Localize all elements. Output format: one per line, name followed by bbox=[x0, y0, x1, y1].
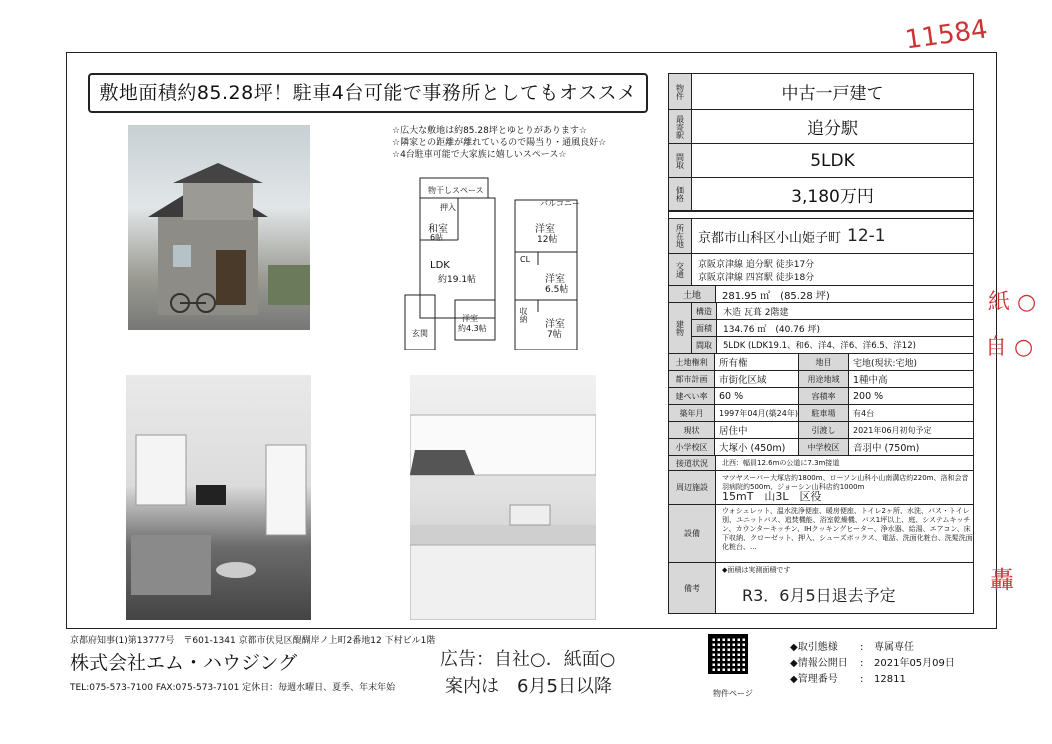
plan-label-yoshitsu-12: 洋室 bbox=[535, 224, 555, 235]
label-madori2: 間取 bbox=[692, 337, 717, 353]
meta-value-tori: 専属専任 bbox=[874, 642, 914, 653]
value-jhs: 音羽中 (750m) bbox=[853, 443, 920, 454]
file-number-handwritten: 11584 bbox=[903, 14, 990, 56]
value-madori: 5LDK bbox=[810, 150, 855, 171]
selling-point: ☆4台駐車可能で大家族に嬉しいスペース☆ bbox=[392, 150, 567, 160]
label-jhs: 中学校区 bbox=[799, 439, 849, 455]
value-madori2: 5LDK (LDK19.1、和6、洋4、洋6、洋6.5、洋12) bbox=[723, 341, 916, 351]
row-biko bbox=[669, 563, 973, 613]
value-address bbox=[692, 219, 973, 253]
meta-sep: : bbox=[860, 674, 864, 685]
row-school bbox=[669, 439, 973, 456]
value-hikiwatashi: 2021年06月初旬予定 bbox=[853, 425, 932, 435]
plan-label-yoshitsu-4-size: 約4.3帖 bbox=[458, 324, 487, 333]
label-chikunen: 築年月 bbox=[669, 405, 715, 421]
plan-label-washitsu: 和室 bbox=[428, 224, 448, 235]
meta-value-update: 2021年05月09日 bbox=[874, 658, 955, 669]
row-land bbox=[669, 286, 973, 303]
meta-row-update bbox=[790, 656, 955, 672]
meta-label-tori: ◆取引態様 bbox=[790, 642, 838, 653]
biko-handwritten: R3．6月5日退去予定 bbox=[742, 586, 896, 605]
selling-point: ☆隣家との距離が離れているので陽当り・通風良好☆ bbox=[392, 138, 607, 148]
row-bukken bbox=[669, 74, 973, 110]
meta-row-tori bbox=[790, 640, 955, 656]
meta-row-kanri bbox=[790, 672, 955, 688]
company-license: 京都府知事(1)第13777号 〒601-1341 京都市伏見区醍醐岸ノ上町2番地12 下村ビル1階 bbox=[70, 636, 436, 646]
shuhen-handwritten: 15mT 山3L 区役 bbox=[722, 490, 822, 503]
plan-label-genkan: 玄関 bbox=[412, 329, 428, 338]
value-yoto: 1種中高 bbox=[853, 375, 888, 386]
shuhen-text: マツヤスーパー大塚店約1800m、ローソン山科小山南溝店約220m、洛和会音羽病院約500m、ジョーシン山科店約1000m bbox=[722, 474, 969, 491]
value-setsubi: ウォシュレット、温水洗浄便座、暖房便座、トイレ2ヶ所、水洗、バス・トイレ別、ユニットバス、追焚機能、浴室乾燥機、バス1坪以上、庭、システムキッチン、カウンターキッチン、IHクッキングヒーター、浄水器、給湯、エアコン、床下収納、クローゼット、押入、シューズボックス、電話、洗面化粧台、洗髪洗面化粧台、... bbox=[722, 507, 973, 551]
qr-caption: 物件ページ bbox=[713, 689, 753, 698]
plan-label-yoshitsu-65-size: 6.5帖 bbox=[545, 285, 569, 295]
label-access: 交通 bbox=[669, 254, 692, 285]
row-address bbox=[669, 218, 973, 254]
exterior-photo bbox=[128, 125, 310, 330]
value-genkyo: 居住中 bbox=[715, 422, 799, 438]
living-room-photo bbox=[126, 375, 311, 620]
label-kenri: 土地権利 bbox=[669, 354, 715, 370]
value-station: 追分駅 bbox=[807, 119, 858, 139]
label-toshi: 都市計画 bbox=[669, 371, 715, 387]
row-genkyo bbox=[669, 422, 973, 439]
label-setsubi: 設備 bbox=[669, 505, 716, 562]
biko-text: ◆面積は実測面積です bbox=[722, 566, 791, 574]
right-note-3: 轟 bbox=[990, 566, 1014, 594]
label-chimoku: 地目 bbox=[799, 354, 849, 370]
plan-label-yoshitsu-65: 洋室 bbox=[545, 274, 565, 285]
meta-sep: : bbox=[860, 658, 864, 669]
value-biko bbox=[716, 563, 973, 613]
row-kenpei bbox=[669, 388, 973, 405]
value-parking: 有4台 bbox=[853, 408, 875, 418]
label-elem: 小学校区 bbox=[669, 439, 715, 455]
value-access bbox=[692, 254, 973, 285]
value-chikunen: 1997年04月(築24年) bbox=[715, 405, 799, 421]
value-bukken: 中古一戸建て bbox=[781, 84, 884, 104]
plan-label-oshiire: 押入 bbox=[440, 203, 456, 212]
label-price: 価格 bbox=[669, 178, 692, 210]
value-shuhen bbox=[716, 471, 973, 504]
right-note-1: 紙 ○ bbox=[988, 290, 1037, 315]
plan-label-washitsu-size: 6帖 bbox=[430, 233, 444, 242]
value-land: 281.95 ㎡ (85.28 坪) bbox=[722, 290, 830, 302]
plan-label-balcony: バルコニー bbox=[540, 199, 580, 208]
label-shuhen: 周辺施設 bbox=[669, 471, 716, 504]
label-menseki: 面積 bbox=[692, 320, 717, 336]
row-madori bbox=[669, 144, 973, 178]
floor-plan bbox=[400, 170, 600, 350]
row-kenri bbox=[669, 354, 973, 371]
label-hikiwatashi: 引渡し bbox=[799, 422, 849, 438]
row-access bbox=[669, 254, 973, 286]
row-toshi bbox=[669, 371, 973, 388]
plan-label-shuno: 収納 bbox=[519, 307, 528, 323]
kitchen-photo bbox=[410, 375, 596, 620]
row-building bbox=[669, 303, 973, 354]
label-kenpei: 建ぺい率 bbox=[669, 388, 715, 404]
plan-label-yoshitsu-4: 洋室 bbox=[462, 314, 478, 323]
ad-note-1: 広告：自社○．紙面○ bbox=[440, 649, 616, 670]
value-yoseki: 200 % bbox=[853, 390, 884, 402]
value-toshi: 市街化区域 bbox=[715, 371, 799, 387]
label-genkyo: 現状 bbox=[669, 422, 715, 438]
qr-code-icon[interactable] bbox=[708, 634, 748, 674]
ad-note-2: 案内は 6月5日以降 bbox=[445, 676, 612, 697]
plan-label-ldk-size: 約19.1帖 bbox=[438, 275, 477, 285]
plan-label-ldk: LDK bbox=[430, 260, 450, 271]
label-yoseki: 容積率 bbox=[799, 388, 849, 404]
plan-label-cl: CL bbox=[520, 255, 531, 264]
selling-point: ☆広大な敷地は約85.28坪とゆとりがあります☆ bbox=[392, 126, 587, 136]
meta-label-kanri: ◆管理番号 bbox=[790, 674, 838, 685]
row-setsudo bbox=[669, 456, 973, 471]
label-biko: 備考 bbox=[669, 563, 716, 613]
value-price: 3,180万円 bbox=[791, 186, 874, 207]
row-price bbox=[669, 178, 973, 212]
row-station bbox=[669, 110, 973, 144]
value-elem: 大塚小 (450m) bbox=[715, 439, 799, 455]
label-kozo: 構造 bbox=[692, 303, 717, 319]
value-kozo: 木造 瓦葺 2階建 bbox=[723, 307, 789, 318]
label-yoto: 用途地域 bbox=[799, 371, 849, 387]
value-kenpei: 60 % bbox=[715, 388, 799, 404]
living-room-illustration bbox=[126, 375, 311, 620]
plan-label-yoshitsu-7: 洋室 bbox=[545, 319, 565, 330]
value-kenri: 所有権 bbox=[715, 354, 799, 370]
property-info-table bbox=[668, 73, 974, 614]
meta-sep: : bbox=[860, 642, 864, 653]
label-station: 最寄駅 bbox=[669, 110, 692, 143]
row-shuhen bbox=[669, 471, 973, 505]
plan-label-yoshitsu-7-size: 7帖 bbox=[547, 330, 562, 340]
address-text: 京都市山科区小山姫子町 bbox=[698, 230, 842, 246]
label-address: 所在地 bbox=[669, 219, 692, 253]
label-setsudo: 接道状況 bbox=[669, 456, 716, 470]
label-building: 建物 bbox=[669, 303, 692, 353]
house-illustration bbox=[128, 125, 310, 330]
meta-label-update: ◆情報公開日 bbox=[790, 658, 848, 669]
headline: 敷地面積約85.28坪！駐車4台可能で事務所としてもオススメ bbox=[88, 73, 648, 113]
value-menseki: 134.76 ㎡ (40.76 坪) bbox=[723, 324, 821, 335]
kitchen-illustration bbox=[410, 375, 596, 620]
access-line: 京阪京津線 四宮駅 徒歩18分 bbox=[698, 272, 815, 283]
label-madori: 間取 bbox=[669, 144, 692, 177]
company-contact: TEL:075-573-7100 FAX:075-573-7101 定休日：毎週水曜日、夏季、年末年始 bbox=[70, 683, 396, 693]
label-parking: 駐車場 bbox=[799, 405, 849, 421]
row-chikunen bbox=[669, 405, 973, 422]
meta-value-kanri: 12811 bbox=[874, 674, 906, 685]
row-setsubi bbox=[669, 505, 973, 563]
label-land: 土地 bbox=[669, 286, 716, 302]
footer-meta bbox=[790, 640, 955, 688]
selling-points bbox=[392, 125, 606, 161]
plan-label-yoshitsu-12-size: 12帖 bbox=[537, 235, 558, 245]
building-details bbox=[692, 303, 973, 353]
address-handwritten: 12-1 bbox=[847, 226, 886, 246]
right-note-2: 自 ○ bbox=[985, 335, 1034, 360]
label-bukken: 物件 bbox=[669, 74, 692, 109]
access-line: 京阪京津線 追分駅 徒歩17分 bbox=[698, 259, 815, 270]
value-setsudo: 北西：幅員12.6mの公道に7.3m接道 bbox=[722, 459, 840, 467]
company-name: 株式会社エム・ハウジング bbox=[70, 652, 298, 674]
value-chimoku: 宅地(現状:宅地) bbox=[853, 358, 918, 369]
plan-label-storage: 物干しスペース bbox=[428, 186, 484, 195]
